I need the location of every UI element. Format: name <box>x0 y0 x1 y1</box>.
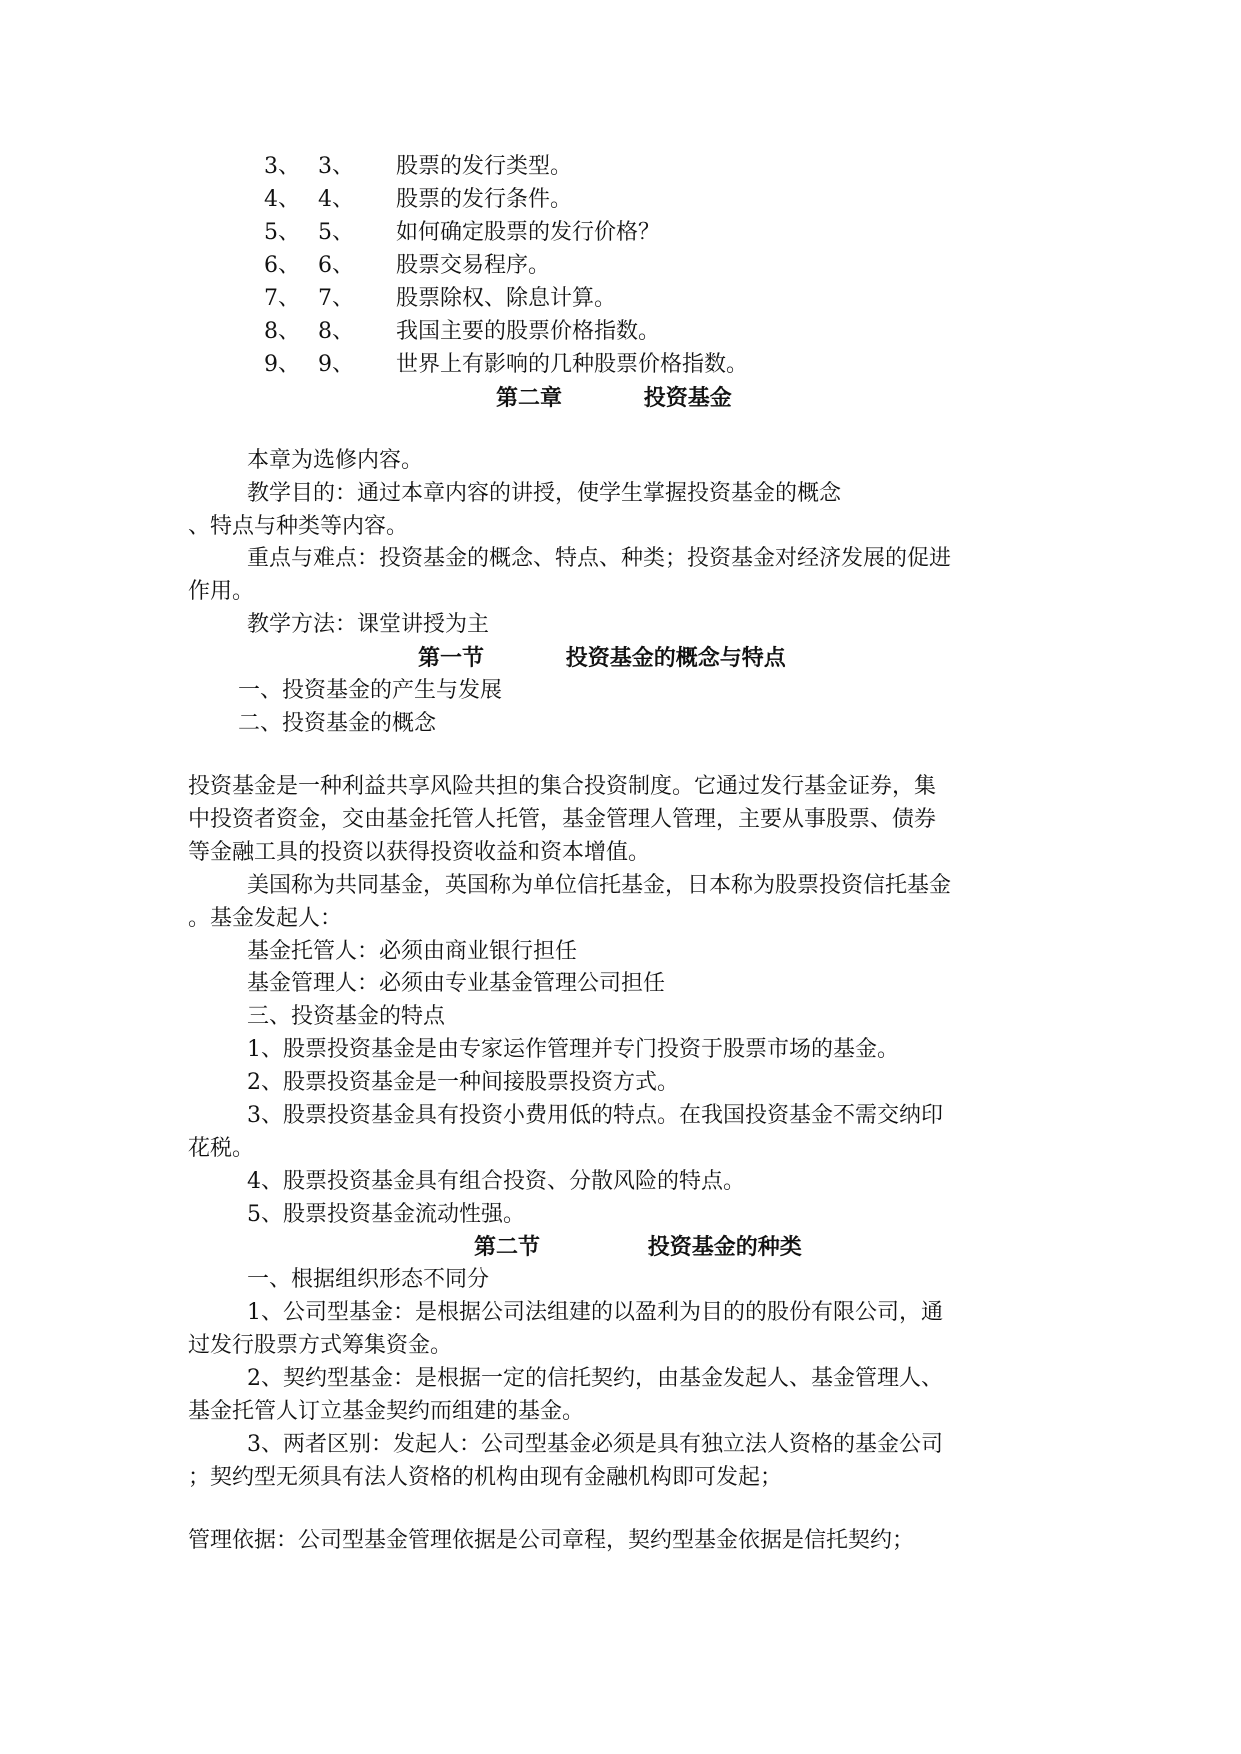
feature-item: 4、股票投资基金具有组合投资、分散风险的特点。 <box>247 1169 745 1194</box>
chapter-title: 投资基金 <box>643 385 732 411</box>
list-item-number: 3、 <box>264 154 300 179</box>
definition-paragraph: 投资基金是一种利益共享风险共担的集合投资制度。它通过发行基金证券，集 <box>188 774 937 799</box>
feature-item-cont: 花税。 <box>188 1136 255 1161</box>
list-item-text: 股票的发行类型。 <box>396 154 573 179</box>
feature-item: 2、股票投资基金是一种间接股票投资方式。 <box>247 1070 679 1095</box>
difference: 3、两者区别：发起人：公司型基金必须是具有独立法人资格的基金公司 <box>247 1432 943 1457</box>
management-basis: 管理依据：公司型基金管理依据是公司章程，契约型基金依据是信托契约； <box>188 1528 915 1553</box>
feature-item: 1、股票投资基金是由专家运作管理并专门投资于股票市场的基金。 <box>247 1037 899 1062</box>
subheading: 一、根据组织形态不同分 <box>247 1267 490 1292</box>
section-title: 投资基金的种类 <box>647 1234 802 1260</box>
list-item <box>0 350 1241 380</box>
definition-paragraph: 等金融工具的投资以获得投资收益和资本增值。 <box>188 840 651 865</box>
teaching-objective: 教学目的：通过本章内容的讲授，使学生掌握投资基金的概念 <box>247 481 842 506</box>
feature-item: 3、股票投资基金具有投资小费用低的特点。在我国投资基金不需交纳印 <box>247 1103 943 1128</box>
list-item-number: 6、 <box>264 253 300 278</box>
list-item <box>0 218 1241 248</box>
list-item-number: 4、 <box>264 187 300 212</box>
contractual-fund-cont: 基金托管人订立基金契约而组建的基金。 <box>188 1399 585 1424</box>
list-item-number: 5、 <box>264 220 300 245</box>
list-item <box>0 152 1241 182</box>
subheading: 一、投资基金的产生与发展 <box>238 678 503 703</box>
difference-cont: ；契约型无须具有法人资格的机构由现有金融机构即可发起； <box>188 1465 783 1490</box>
section-number: 第一节 <box>418 645 485 671</box>
teaching-objective-cont: 、特点与种类等内容。 <box>188 514 409 539</box>
manager-line: 基金管理人：必须由专业基金管理公司担任 <box>247 971 666 996</box>
section-title: 投资基金的概念与特点 <box>565 645 786 671</box>
list-item-text: 股票的发行条件。 <box>396 187 573 212</box>
list-item-number: 5、 <box>318 220 354 245</box>
definition-paragraph: 中投资者资金，交由基金托管人托管，基金管理人管理，主要从事股票、债券 <box>188 807 937 832</box>
corporate-fund: 1、公司型基金：是根据公司法组建的以盈利为目的的股份有限公司，通 <box>247 1300 943 1325</box>
list-item-number: 9、 <box>264 352 300 377</box>
names-paragraph-cont: 。基金发起人： <box>188 906 343 931</box>
contractual-fund: 2、契约型基金：是根据一定的信托契约，由基金发起人、基金管理人、 <box>247 1366 943 1391</box>
chapter-heading <box>496 383 732 413</box>
list-item-text: 如何确定股票的发行价格？ <box>396 220 661 245</box>
list-item <box>0 185 1241 215</box>
list-item-number: 4、 <box>318 187 354 212</box>
section-number: 第二节 <box>474 1234 541 1260</box>
teaching-method: 教学方法：课堂讲授为主 <box>247 612 490 637</box>
feature-item: 5、股票投资基金流动性强。 <box>247 1202 525 1227</box>
chapter-number: 第二章 <box>496 385 563 411</box>
section-heading <box>474 1232 802 1262</box>
key-points-cont: 作用。 <box>188 579 255 604</box>
section-heading <box>418 643 786 673</box>
elective-note: 本章为选修内容。 <box>247 448 424 473</box>
list-item-text: 世界上有影响的几种股票价格指数。 <box>396 352 749 377</box>
corporate-fund-cont: 过发行股票方式筹集资金。 <box>188 1333 453 1358</box>
subheading: 二、投资基金的概念 <box>238 711 437 736</box>
subheading: 三、投资基金的特点 <box>247 1004 446 1029</box>
list-item-number: 8、 <box>264 319 300 344</box>
list-item-text: 我国主要的股票价格指数。 <box>396 319 661 344</box>
custodian-line: 基金托管人：必须由商业银行担任 <box>247 939 578 964</box>
list-item <box>0 251 1241 281</box>
list-item-number: 8、 <box>318 319 354 344</box>
names-paragraph: 美国称为共同基金，英国称为单位信托基金，日本称为股票投资信托基金 <box>247 873 952 898</box>
list-item-number: 7、 <box>264 286 300 311</box>
list-item-number: 3、 <box>318 154 354 179</box>
list-item-number: 7、 <box>318 286 354 311</box>
list-item-number: 6、 <box>318 253 354 278</box>
list-item <box>0 317 1241 347</box>
list-item-text: 股票除权、除息计算。 <box>396 286 617 311</box>
list-item-number: 9、 <box>318 352 354 377</box>
list-item-text: 股票交易程序。 <box>396 253 551 278</box>
key-points: 重点与难点：投资基金的概念、特点、种类；投资基金对经济发展的促进 <box>247 546 952 571</box>
list-item <box>0 284 1241 314</box>
